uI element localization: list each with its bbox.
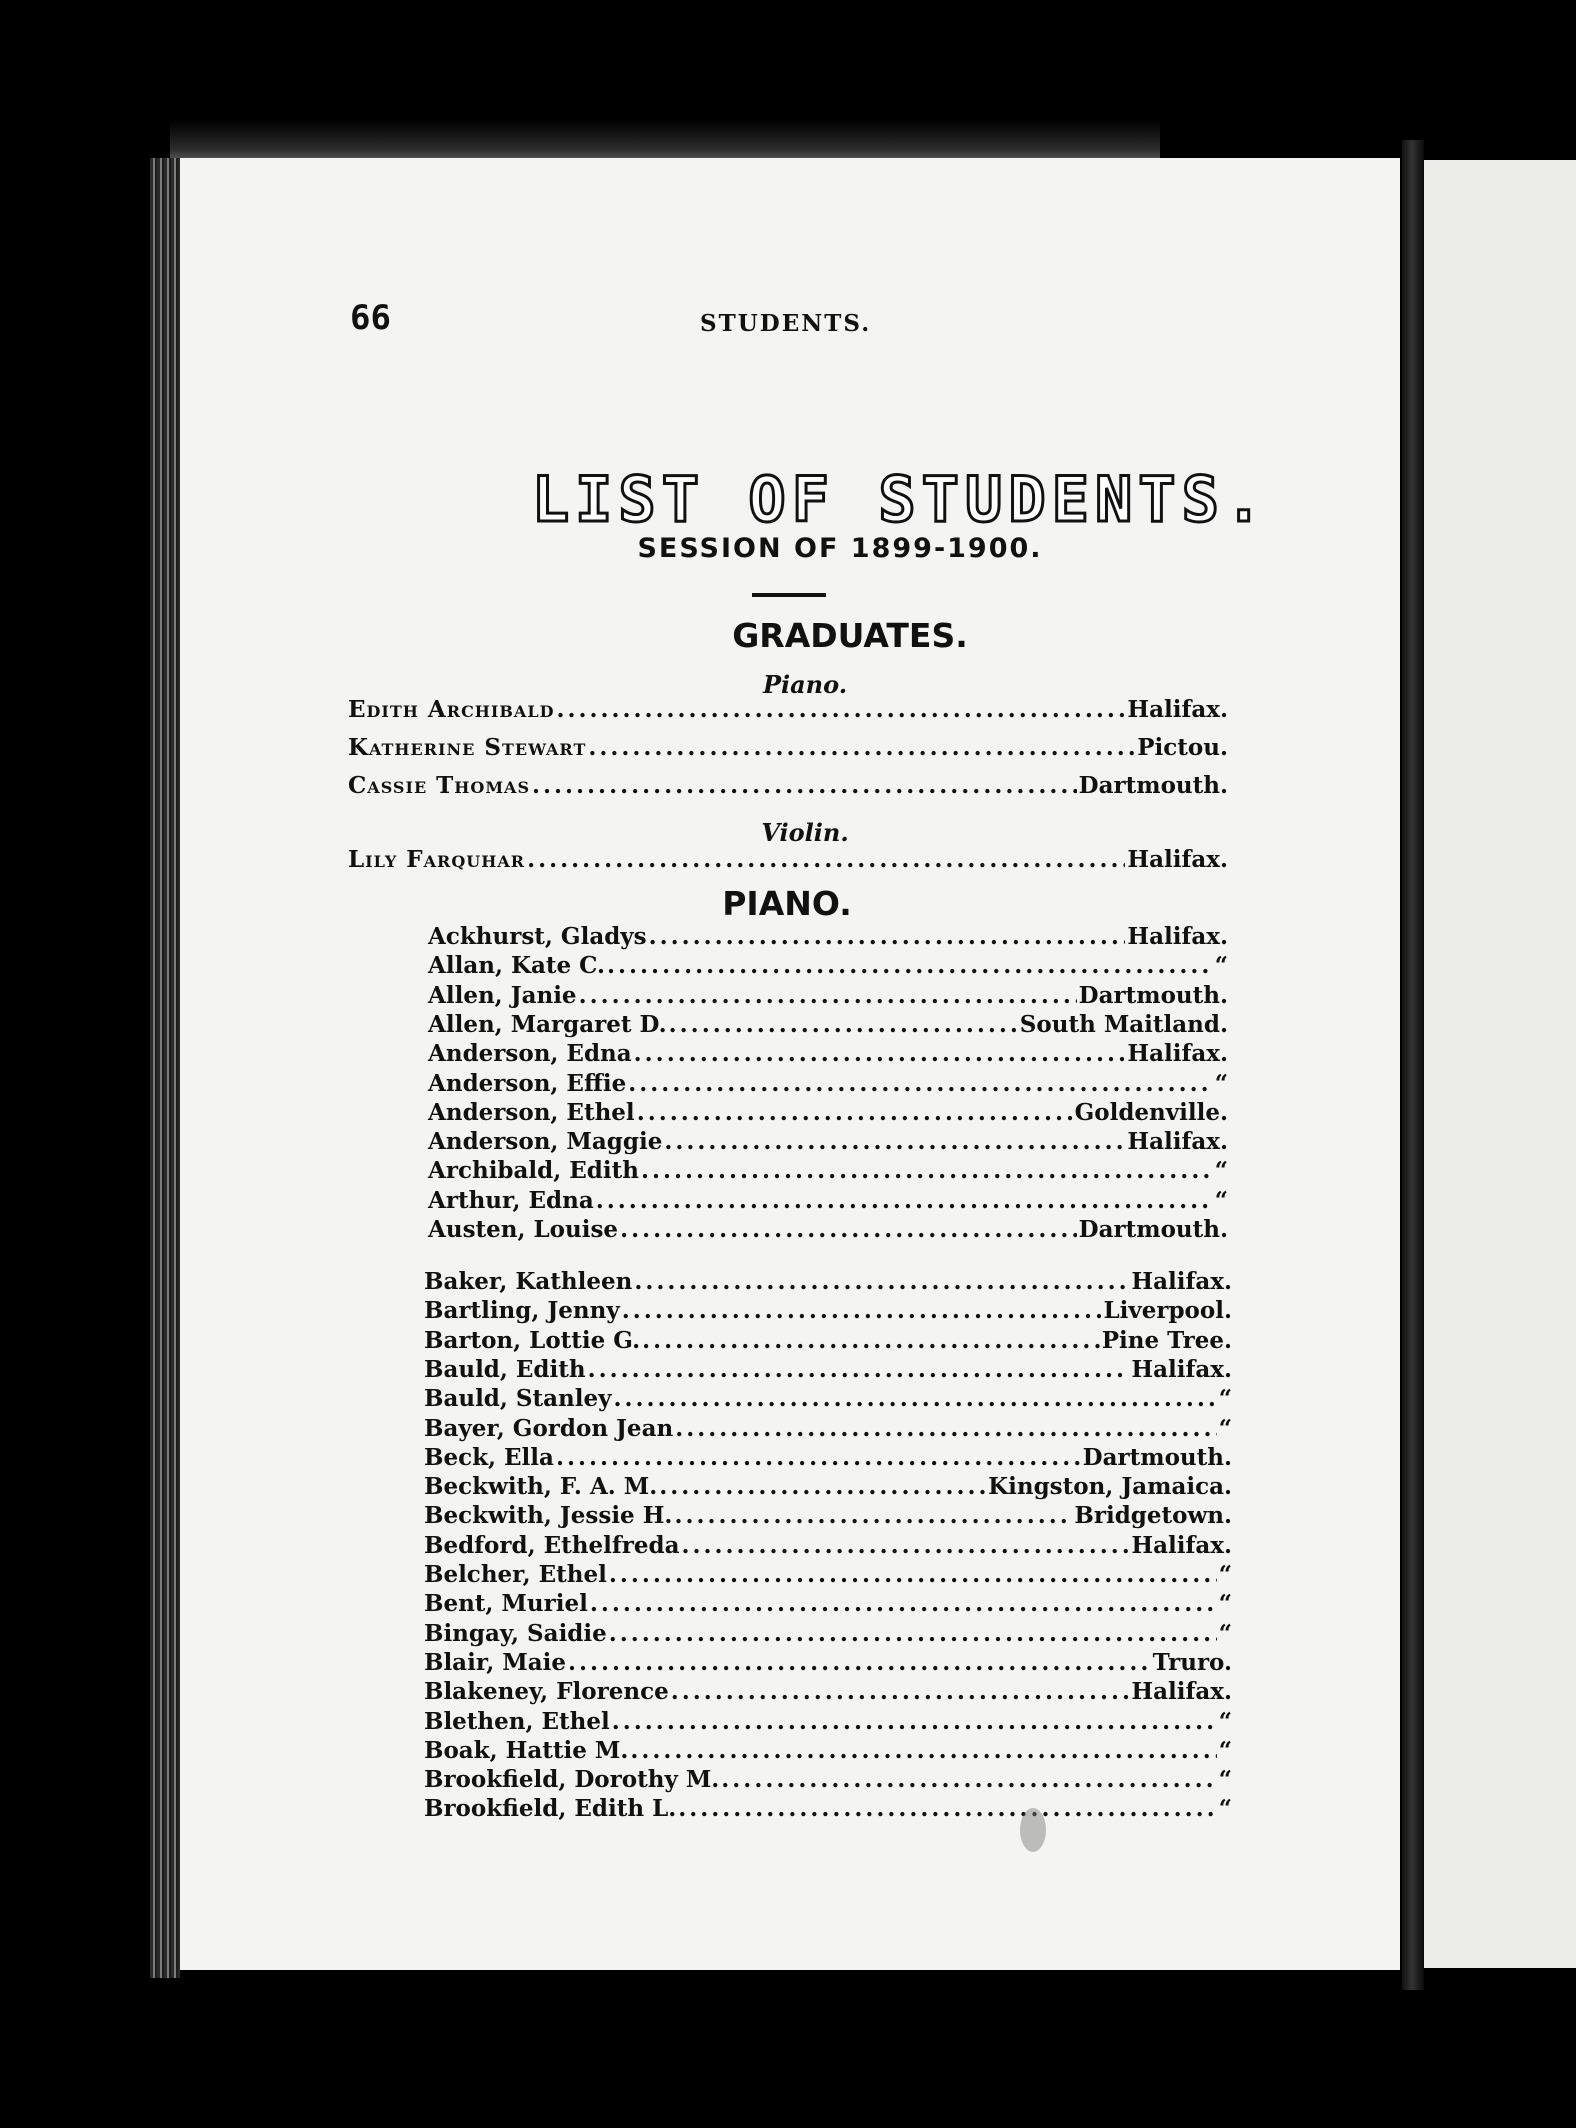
student-place: “ bbox=[1218, 1385, 1232, 1413]
list-item bbox=[428, 1216, 1228, 1246]
list-item bbox=[348, 846, 1228, 876]
facing-page bbox=[1424, 160, 1576, 1968]
list-item bbox=[424, 1766, 1232, 1796]
dot-leader bbox=[568, 1649, 1151, 1676]
book-page-edges bbox=[150, 158, 180, 1978]
list-item bbox=[424, 1502, 1232, 1532]
dot-leader bbox=[678, 1795, 1217, 1822]
list-item bbox=[428, 952, 1228, 982]
dot-leader bbox=[622, 1297, 1102, 1324]
student-place: Bridgetown. bbox=[1074, 1502, 1232, 1530]
list-item bbox=[428, 1040, 1228, 1070]
student-place: South Maitland. bbox=[1019, 1010, 1228, 1038]
student-place: “ bbox=[1218, 1590, 1232, 1618]
dot-leader bbox=[674, 1502, 1072, 1529]
book-gutter bbox=[1402, 140, 1424, 1990]
student-place: Liverpool. bbox=[1103, 1297, 1232, 1325]
list-item bbox=[424, 1385, 1232, 1415]
student-name: Anderson, Edna bbox=[428, 1040, 632, 1068]
dot-leader bbox=[609, 1620, 1217, 1647]
list-item bbox=[424, 1678, 1232, 1708]
student-name: Austen, Louise bbox=[428, 1216, 619, 1243]
list-item bbox=[428, 1070, 1228, 1100]
dot-leader bbox=[681, 1532, 1129, 1559]
dot-leader bbox=[556, 696, 1125, 723]
dot-leader bbox=[634, 1268, 1129, 1295]
student-place: “ bbox=[1218, 1795, 1232, 1823]
student-name: Bauld, Stanley bbox=[424, 1385, 612, 1413]
dot-leader bbox=[590, 1590, 1217, 1617]
student-name: Boak, Hattie M. bbox=[424, 1736, 629, 1764]
running-title: STUDENTS. bbox=[700, 310, 872, 337]
dot-leader bbox=[675, 1415, 1217, 1442]
student-place: Dartmouth. bbox=[1078, 1216, 1228, 1243]
student-place: “ bbox=[1214, 952, 1228, 980]
student-name: Bent, Muriel bbox=[424, 1590, 588, 1618]
list-item bbox=[424, 1356, 1232, 1386]
book-top-edge bbox=[170, 120, 1160, 162]
student-place: Halifax. bbox=[1127, 846, 1228, 873]
student-name: Katherine Stewart bbox=[348, 734, 587, 761]
student-place: Dartmouth. bbox=[1082, 1443, 1232, 1471]
list-item bbox=[424, 1590, 1232, 1620]
student-name: Allen, Janie bbox=[428, 981, 577, 1009]
student-name: Beck, Ella bbox=[424, 1443, 554, 1471]
list-item bbox=[428, 1099, 1228, 1129]
dot-leader bbox=[588, 734, 1135, 761]
list-item bbox=[428, 1011, 1228, 1041]
dot-leader bbox=[630, 1737, 1216, 1764]
list-item bbox=[348, 734, 1228, 764]
student-name: Ackhurst, Gladys bbox=[428, 923, 647, 950]
dot-leader bbox=[532, 772, 1077, 799]
list-item bbox=[348, 772, 1228, 802]
student-place: “ bbox=[1218, 1619, 1232, 1647]
title-rule bbox=[752, 593, 826, 597]
student-place: Halifax. bbox=[1131, 1531, 1232, 1559]
student-place: Dartmouth. bbox=[1078, 981, 1228, 1009]
student-place: Goldenville. bbox=[1074, 1098, 1228, 1126]
student-name: Allen, Margaret D. bbox=[428, 1010, 667, 1038]
student-name: Blakeney, Florence bbox=[424, 1678, 669, 1706]
list-item bbox=[424, 1620, 1232, 1650]
student-place: Halifax. bbox=[1131, 1355, 1232, 1383]
student-place: Halifax. bbox=[1131, 1678, 1232, 1706]
student-place: Halifax. bbox=[1127, 923, 1228, 950]
document-page bbox=[180, 158, 1400, 1970]
list-item bbox=[424, 1268, 1232, 1298]
student-name: Cassie Thomas bbox=[348, 772, 531, 799]
dot-leader bbox=[588, 1356, 1130, 1383]
dot-leader bbox=[634, 1040, 1126, 1067]
student-name: Brookfield, Dorothy M. bbox=[424, 1766, 720, 1794]
student-name: Barton, Lottie G. bbox=[424, 1326, 641, 1354]
dot-leader bbox=[579, 982, 1077, 1009]
dot-leader bbox=[556, 1444, 1081, 1471]
student-name: Bartling, Jenny bbox=[424, 1297, 620, 1325]
list-item bbox=[424, 1327, 1232, 1357]
student-name: Bauld, Edith bbox=[424, 1355, 586, 1383]
student-name: Belcher, Ethel bbox=[424, 1561, 607, 1588]
list-item bbox=[428, 1157, 1228, 1187]
student-place: Pictou. bbox=[1137, 734, 1228, 761]
list-item bbox=[424, 1415, 1232, 1445]
dot-leader bbox=[637, 1099, 1073, 1126]
dot-leader bbox=[669, 1011, 1018, 1038]
student-place: “ bbox=[1218, 1561, 1232, 1588]
list-item bbox=[424, 1737, 1232, 1767]
student-name: Archibald, Edith bbox=[428, 1157, 639, 1185]
student-place: “ bbox=[1218, 1766, 1232, 1794]
graduates-heading: GRADUATES. bbox=[732, 616, 968, 655]
dot-leader bbox=[659, 1473, 986, 1500]
dot-leader bbox=[614, 1385, 1217, 1412]
list-item bbox=[428, 982, 1228, 1012]
dot-leader bbox=[596, 1187, 1213, 1214]
dot-leader bbox=[612, 1708, 1217, 1735]
student-name: Allan, Kate C. bbox=[428, 952, 606, 980]
piano-heading: PIANO. bbox=[722, 884, 852, 923]
student-place: Halifax. bbox=[1127, 1040, 1228, 1068]
student-name: Edith Archibald bbox=[348, 696, 555, 723]
student-place: “ bbox=[1214, 1186, 1228, 1214]
student-name: Anderson, Maggie bbox=[428, 1128, 663, 1156]
list-item bbox=[424, 1473, 1232, 1503]
student-place: Halifax. bbox=[1131, 1268, 1232, 1295]
student-name: Bayer, Gordon Jean bbox=[424, 1414, 674, 1442]
main-title: LIST OF STUDENTS. bbox=[531, 463, 1269, 536]
dot-leader bbox=[649, 923, 1126, 950]
list-item bbox=[428, 1187, 1228, 1217]
student-name: Arthur, Edna bbox=[428, 1186, 594, 1214]
list-item bbox=[348, 696, 1228, 726]
dot-leader bbox=[664, 1128, 1125, 1155]
dot-leader bbox=[721, 1766, 1216, 1793]
student-place: Halifax. bbox=[1127, 1128, 1228, 1156]
student-name: Beckwith, F. A. M. bbox=[424, 1473, 658, 1501]
graduates-violin-heading: Violin. bbox=[761, 818, 849, 847]
list-item bbox=[424, 1444, 1232, 1474]
student-place: “ bbox=[1214, 1157, 1228, 1185]
ink-smudge bbox=[1020, 1808, 1046, 1852]
list-item bbox=[424, 1795, 1232, 1825]
student-place: “ bbox=[1218, 1736, 1232, 1764]
dot-leader bbox=[641, 1157, 1213, 1184]
student-place: Pine Tree. bbox=[1101, 1326, 1232, 1354]
dot-leader bbox=[620, 1216, 1077, 1243]
student-name: Blair, Maie bbox=[424, 1648, 567, 1676]
student-name: Lily Farquhar bbox=[348, 846, 526, 873]
dot-leader bbox=[671, 1678, 1130, 1705]
dot-leader bbox=[628, 1070, 1213, 1097]
list-item bbox=[424, 1708, 1232, 1738]
dot-leader bbox=[642, 1327, 1100, 1354]
list-item bbox=[428, 923, 1228, 953]
list-item bbox=[428, 1128, 1228, 1158]
student-place: Truro. bbox=[1152, 1648, 1232, 1676]
student-place: Halifax. bbox=[1127, 696, 1228, 723]
session-subtitle: SESSION OF 1899-1900. bbox=[637, 533, 1043, 564]
student-name: Bedford, Ethelfreda bbox=[424, 1531, 680, 1559]
list-item bbox=[424, 1532, 1232, 1562]
list-item bbox=[424, 1561, 1232, 1591]
list-item bbox=[424, 1649, 1232, 1679]
student-place: Kingston, Jamaica. bbox=[988, 1473, 1232, 1501]
student-name: Blethen, Ethel bbox=[424, 1707, 610, 1735]
student-place: Dartmouth. bbox=[1078, 772, 1228, 799]
dot-leader bbox=[609, 1561, 1217, 1588]
student-place: “ bbox=[1214, 1069, 1228, 1097]
graduates-piano-heading: Piano. bbox=[762, 670, 848, 699]
student-name: Bingay, Saidie bbox=[424, 1619, 607, 1647]
page-number: 66 bbox=[350, 298, 391, 338]
student-name: Baker, Kathleen bbox=[424, 1268, 633, 1295]
student-name: Anderson, Effie bbox=[428, 1069, 627, 1097]
dot-leader bbox=[607, 952, 1213, 979]
student-place: “ bbox=[1218, 1414, 1232, 1442]
student-name: Anderson, Ethel bbox=[428, 1098, 635, 1126]
student-name: Beckwith, Jessie H. bbox=[424, 1502, 673, 1530]
student-place: “ bbox=[1218, 1707, 1232, 1735]
list-item bbox=[424, 1297, 1232, 1327]
dot-leader bbox=[527, 846, 1125, 873]
student-name: Brookfield, Edith L. bbox=[424, 1795, 677, 1823]
